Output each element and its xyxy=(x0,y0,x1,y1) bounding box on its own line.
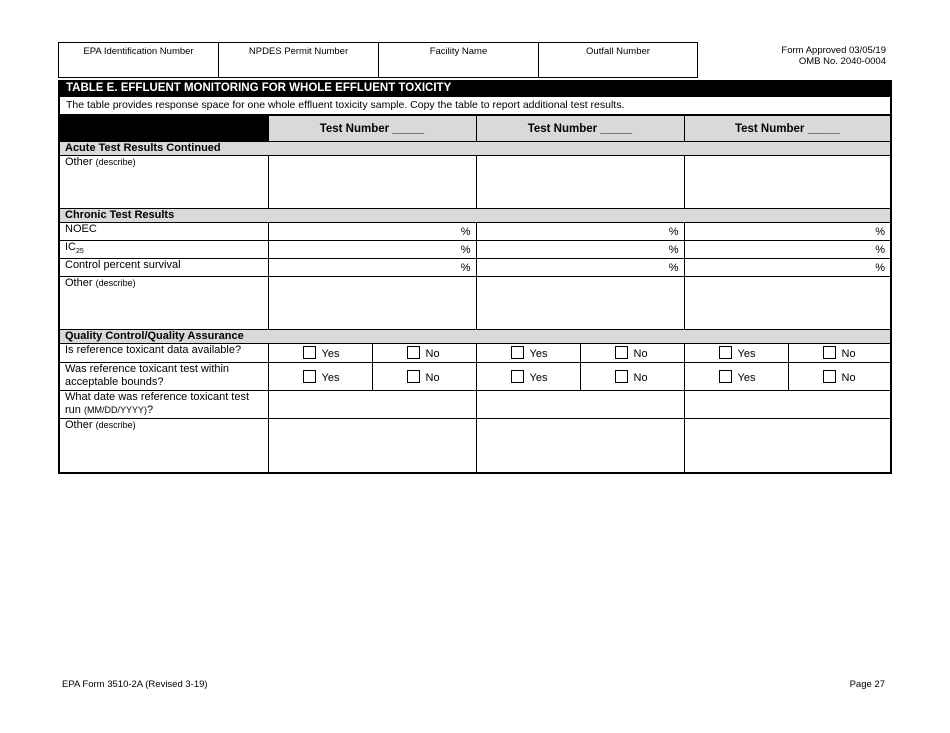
no-label: No xyxy=(841,348,856,360)
acute-other-test2[interactable] xyxy=(476,156,684,209)
yes-label: Yes xyxy=(529,371,548,384)
no-label: No xyxy=(633,348,648,360)
wet-results-table xyxy=(60,115,890,472)
percent-sign: % xyxy=(460,225,471,238)
percent-sign: % xyxy=(668,243,679,256)
table-description: The table provides response space for one whole effluent toxicity sample. Copy the table to report additional test results. xyxy=(60,97,890,115)
checkbox-icon[interactable] xyxy=(407,370,420,383)
checkbox-icon[interactable] xyxy=(303,370,316,383)
row-label-other xyxy=(60,156,268,209)
percent-sign: % xyxy=(460,261,471,274)
wet-table xyxy=(58,80,892,474)
form-header xyxy=(58,42,892,78)
ic25-test2[interactable] xyxy=(476,241,684,259)
checkbox-icon[interactable] xyxy=(303,346,316,359)
outfall-number-field[interactable] xyxy=(538,42,698,78)
table-row xyxy=(60,419,890,472)
date-format-hint: (MM/DD/YYYY) xyxy=(83,405,147,415)
no-label: No xyxy=(841,371,856,384)
table-row xyxy=(60,223,890,241)
row-label-ref-available: Is reference toxicant data available? xyxy=(60,344,268,363)
section-row xyxy=(60,330,890,344)
ic-subscript: 25 xyxy=(76,248,84,256)
control-survival-test2[interactable] xyxy=(476,259,684,277)
ref-within-yes-test3[interactable] xyxy=(684,363,788,391)
percent-sign: % xyxy=(875,225,885,238)
table-row xyxy=(60,363,890,391)
form-id: EPA Form 3510-2A (Revised 3-19) xyxy=(62,679,208,690)
npdes-permit-field[interactable] xyxy=(218,42,378,78)
other-label: Other xyxy=(65,277,93,289)
test-number-header: Test Number _____ xyxy=(268,116,476,142)
acute-other-test1[interactable] xyxy=(268,156,476,209)
row-label-other xyxy=(60,419,268,472)
yes-label: Yes xyxy=(321,348,340,360)
control-survival-test1[interactable] xyxy=(268,259,476,277)
describe-hint: (describe) xyxy=(95,420,136,430)
no-label: No xyxy=(425,371,440,384)
ref-within-no-test3[interactable] xyxy=(788,363,890,391)
acute-other-test3[interactable] xyxy=(684,156,890,209)
percent-sign: % xyxy=(668,225,679,238)
ref-available-no-test2[interactable] xyxy=(580,344,684,363)
percent-sign: % xyxy=(668,261,679,274)
outfall-number-label: Outfall Number xyxy=(586,46,650,57)
checkbox-icon[interactable] xyxy=(615,370,628,383)
other-label: Other xyxy=(65,419,93,431)
table-row xyxy=(60,391,890,419)
table-row xyxy=(60,344,890,363)
npdes-permit-label: NPDES Permit Number xyxy=(248,46,349,57)
noec-test1[interactable] xyxy=(268,223,476,241)
table-row xyxy=(60,156,890,209)
acute-section-heading: Acute Test Results Continued xyxy=(60,142,890,156)
ref-date-label: What date was reference toxicant test run xyxy=(65,391,250,416)
describe-hint: (describe) xyxy=(95,157,136,167)
other-label: Other xyxy=(65,156,93,168)
row-label-noec: NOEC xyxy=(60,223,268,241)
noec-test2[interactable] xyxy=(476,223,684,241)
no-label: No xyxy=(633,371,648,384)
epa-id-field[interactable] xyxy=(58,42,218,78)
chronic-section-heading: Chronic Test Results xyxy=(60,209,890,223)
section-row xyxy=(60,209,890,223)
table-row xyxy=(60,241,890,259)
no-label: No xyxy=(425,348,440,360)
yes-label: Yes xyxy=(321,371,340,384)
table-row xyxy=(60,277,890,330)
checkbox-icon[interactable] xyxy=(511,346,524,359)
checkbox-icon[interactable] xyxy=(615,346,628,359)
row-label-ic25 xyxy=(60,241,268,259)
ref-within-yes-test2[interactable] xyxy=(476,363,580,391)
section-row xyxy=(60,142,890,156)
facility-name-label: Facility Name xyxy=(429,46,488,57)
checkbox-icon[interactable] xyxy=(823,370,836,383)
facility-name-field[interactable] xyxy=(378,42,538,78)
yes-label: Yes xyxy=(737,348,756,360)
epa-id-label: EPA Identification Number xyxy=(83,46,194,57)
qcqa-other-test2[interactable] xyxy=(476,419,684,472)
page-number: Page 27 xyxy=(849,679,885,690)
ref-available-no-test3[interactable] xyxy=(788,344,890,363)
omb-number: OMB No. 2040-0004 xyxy=(798,56,886,67)
table-title: TABLE E. EFFLUENT MONITORING FOR WHOLE EFFLUENT TOXICITY xyxy=(60,80,890,97)
qcqa-section-heading: Quality Control/Quality Assurance xyxy=(60,330,890,344)
checkbox-icon[interactable] xyxy=(719,346,732,359)
column-header-row xyxy=(60,116,890,142)
ic25-test1[interactable] xyxy=(268,241,476,259)
chronic-other-test2[interactable] xyxy=(476,277,684,330)
ref-available-no-test1[interactable] xyxy=(372,344,476,363)
ref-available-yes-test3[interactable] xyxy=(684,344,788,363)
yes-label: Yes xyxy=(737,371,756,384)
qcqa-other-test3[interactable] xyxy=(684,419,890,472)
form-approved-date: Form Approved 03/05/19 xyxy=(781,45,886,56)
qcqa-other-test1[interactable] xyxy=(268,419,476,472)
ref-within-yes-test1[interactable] xyxy=(268,363,372,391)
row-label-ref-within: Was reference toxicant test within acceptable bounds? xyxy=(60,363,268,391)
percent-sign: % xyxy=(875,243,885,256)
test-number-header: Test Number _____ xyxy=(476,116,684,142)
question-mark: ? xyxy=(146,404,154,416)
checkbox-icon[interactable] xyxy=(511,370,524,383)
row-label-control-survival: Control percent survival xyxy=(60,259,268,277)
table-row xyxy=(60,259,890,277)
form-approval xyxy=(698,42,892,78)
ref-available-yes-test1[interactable] xyxy=(268,344,372,363)
blank-header-cell xyxy=(60,116,268,142)
checkbox-icon[interactable] xyxy=(719,370,732,383)
percent-sign: % xyxy=(460,243,471,256)
ref-date-test2[interactable] xyxy=(476,391,684,419)
ic-label: IC xyxy=(65,241,76,253)
ref-within-no-test1[interactable] xyxy=(372,363,476,391)
control-survival-test3[interactable] xyxy=(684,259,890,277)
ref-date-test3[interactable] xyxy=(684,391,890,419)
ref-available-yes-test2[interactable] xyxy=(476,344,580,363)
row-label-other xyxy=(60,277,268,330)
yes-label: Yes xyxy=(529,348,548,360)
row-label-ref-date xyxy=(60,391,268,419)
describe-hint: (describe) xyxy=(95,278,136,288)
chronic-other-test3[interactable] xyxy=(684,277,890,330)
checkbox-icon[interactable] xyxy=(823,346,836,359)
test-number-header: Test Number _____ xyxy=(684,116,890,142)
ref-date-test1[interactable] xyxy=(268,391,476,419)
checkbox-icon[interactable] xyxy=(407,346,420,359)
ref-within-no-test2[interactable] xyxy=(580,363,684,391)
chronic-other-test1[interactable] xyxy=(268,277,476,330)
noec-test3[interactable] xyxy=(684,223,890,241)
percent-sign: % xyxy=(875,261,885,274)
ic25-test3[interactable] xyxy=(684,241,890,259)
